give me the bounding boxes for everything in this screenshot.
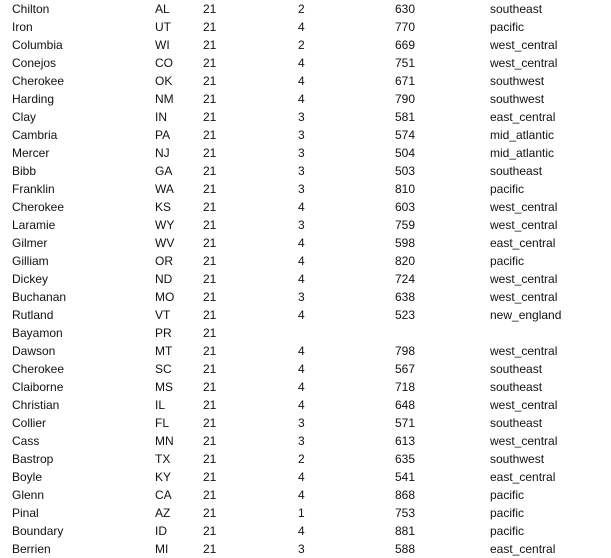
state-cell: OK [155, 74, 173, 88]
region-cell: southwest [490, 452, 545, 466]
table-row [0, 144, 611, 162]
county-cell: Christian [12, 398, 60, 412]
region-cell: pacific [490, 506, 525, 520]
county-cell: Clay [12, 110, 37, 124]
county-cell: Cherokee [12, 200, 65, 214]
county-cell: Gilliam [12, 254, 49, 268]
number-cell: 21 [203, 416, 217, 430]
number-cell: 21 [203, 236, 217, 250]
number-cell: 21 [203, 2, 217, 16]
number-cell: 21 [203, 488, 217, 502]
rank-cell: 4 [298, 362, 305, 376]
county-cell: Claiborne [12, 380, 64, 394]
score-cell: 503 [395, 164, 416, 178]
table-row [0, 288, 611, 306]
number-cell: 21 [203, 146, 217, 160]
score-cell: 588 [395, 542, 416, 556]
county-cell: Bastrop [12, 452, 54, 466]
region-cell: new_england [490, 308, 562, 322]
score-cell: 603 [395, 200, 416, 214]
rank-cell: 4 [298, 524, 305, 538]
county-cell: Laramie [12, 218, 56, 232]
region-cell: west_central [490, 38, 558, 52]
number-cell: 21 [203, 542, 217, 556]
region-cell: west_central [490, 218, 558, 232]
region-cell: east_central [490, 236, 556, 250]
score-cell: 541 [395, 470, 416, 484]
county-cell: Berrien [12, 542, 51, 556]
state-cell: AL [155, 2, 170, 16]
score-cell: 790 [395, 92, 416, 106]
rank-cell: 4 [298, 254, 305, 268]
number-cell: 21 [203, 74, 217, 88]
state-cell: OR [155, 254, 173, 268]
rank-cell: 4 [298, 20, 305, 34]
rank-cell: 3 [298, 218, 305, 232]
state-cell: KY [155, 470, 172, 484]
state-cell: CA [155, 488, 172, 502]
county-cell: Cambria [12, 128, 58, 142]
number-cell: 21 [203, 272, 217, 286]
table-row [0, 486, 611, 504]
county-cell: Conejos [12, 56, 57, 70]
county-cell: Chilton [12, 2, 50, 16]
region-cell: pacific [490, 20, 525, 34]
number-cell: 21 [203, 326, 217, 340]
region-cell: east_central [490, 470, 556, 484]
number-cell: 21 [203, 56, 217, 70]
county-cell: Dawson [12, 344, 56, 358]
state-cell: IL [155, 398, 166, 412]
state-cell: GA [155, 164, 173, 178]
number-cell: 21 [203, 218, 217, 232]
score-cell: 724 [395, 272, 416, 286]
number-cell: 21 [203, 308, 217, 322]
number-cell: 21 [203, 110, 217, 124]
region-cell: east_central [490, 110, 556, 124]
county-cell: Glenn [12, 488, 45, 502]
score-cell: 669 [395, 38, 416, 52]
table-row [0, 126, 611, 144]
rank-cell: 2 [298, 38, 305, 52]
region-cell: west_central [490, 200, 558, 214]
score-cell: 571 [395, 416, 416, 430]
county-cell: Bibb [12, 164, 37, 178]
number-cell: 21 [203, 38, 217, 52]
region-cell: west_central [490, 344, 558, 358]
number-cell: 21 [203, 452, 217, 466]
score-cell: 770 [395, 20, 416, 34]
region-cell: southwest [490, 74, 545, 88]
rank-cell: 1 [298, 506, 305, 520]
state-cell: IN [155, 110, 167, 124]
state-cell: NJ [155, 146, 170, 160]
score-cell: 868 [395, 488, 416, 502]
score-cell: 810 [395, 182, 416, 196]
number-cell: 21 [203, 254, 217, 268]
score-cell: 523 [395, 308, 416, 322]
table-row [0, 414, 611, 432]
state-cell: WV [155, 236, 175, 250]
table-row [0, 468, 611, 486]
state-cell: SC [155, 362, 172, 376]
state-cell: WI [155, 38, 170, 52]
county-cell: Gilmer [12, 236, 48, 250]
number-cell: 21 [203, 434, 217, 448]
county-cell: Buchanan [12, 290, 67, 304]
rank-cell: 4 [298, 74, 305, 88]
rank-cell: 4 [298, 200, 305, 214]
county-cell: Bayamon [12, 326, 63, 340]
region-cell: southwest [490, 92, 545, 106]
number-cell: 21 [203, 470, 217, 484]
number-cell: 21 [203, 164, 217, 178]
table-row [0, 18, 611, 36]
number-cell: 21 [203, 524, 217, 538]
table-row [0, 108, 611, 126]
county-cell: Iron [12, 20, 33, 34]
table-row [0, 342, 611, 360]
state-cell: MT [155, 344, 173, 358]
region-cell: east_central [490, 542, 556, 556]
score-cell: 630 [395, 2, 416, 16]
county-cell: Mercer [12, 146, 50, 160]
state-cell: MS [155, 380, 173, 394]
region-cell: mid_atlantic [490, 128, 555, 142]
table-row [0, 252, 611, 270]
table-row [0, 432, 611, 450]
county-cell: Boyle [12, 470, 43, 484]
county-cell: Harding [12, 92, 55, 106]
table-row [0, 324, 611, 342]
region-cell: west_central [490, 398, 558, 412]
table-row [0, 198, 611, 216]
region-cell: southeast [490, 2, 543, 16]
table-row [0, 270, 611, 288]
region-cell: pacific [490, 524, 525, 538]
region-cell: southeast [490, 380, 543, 394]
state-cell: NM [155, 92, 174, 106]
state-cell: PA [155, 128, 171, 142]
region-cell: pacific [490, 254, 525, 268]
number-cell: 21 [203, 92, 217, 106]
rank-cell: 4 [298, 488, 305, 502]
score-cell: 820 [395, 254, 416, 268]
county-cell: Cherokee [12, 74, 65, 88]
rank-cell: 3 [298, 182, 305, 196]
state-cell: TX [155, 452, 171, 466]
table-row [0, 0, 611, 18]
table-row [0, 306, 611, 324]
rank-cell: 3 [298, 128, 305, 142]
score-cell: 718 [395, 380, 416, 394]
score-cell: 751 [395, 56, 416, 70]
number-cell: 21 [203, 200, 217, 214]
table-row [0, 216, 611, 234]
rank-cell: 4 [298, 398, 305, 412]
score-cell: 598 [395, 236, 416, 250]
table-row [0, 72, 611, 90]
rank-cell: 4 [298, 56, 305, 70]
table-row [0, 378, 611, 396]
state-cell: ID [155, 524, 167, 538]
county-cell: Pinal [12, 506, 39, 520]
region-cell: mid_atlantic [490, 146, 555, 160]
state-cell: KS [155, 200, 172, 214]
table-row [0, 36, 611, 54]
number-cell: 21 [203, 290, 217, 304]
county-cell: Rutland [12, 308, 54, 322]
table-row [0, 450, 611, 468]
score-cell: 635 [395, 452, 416, 466]
state-cell: PR [155, 326, 172, 340]
region-cell: southeast [490, 362, 543, 376]
table-row [0, 360, 611, 378]
region-cell: southeast [490, 416, 543, 430]
rank-cell: 3 [298, 416, 305, 430]
state-cell: CO [155, 56, 173, 70]
state-cell: FL [155, 416, 170, 430]
rank-cell: 3 [298, 146, 305, 160]
county-cell: Collier [12, 416, 47, 430]
county-cell: Columbia [12, 38, 63, 52]
state-cell: MI [155, 542, 169, 556]
state-cell: WY [155, 218, 175, 232]
region-cell: west_central [490, 290, 558, 304]
number-cell: 21 [203, 182, 217, 196]
table-row [0, 522, 611, 540]
rank-cell: 4 [298, 308, 305, 322]
rank-cell: 4 [298, 344, 305, 358]
score-cell: 671 [395, 74, 416, 88]
state-cell: MO [155, 290, 175, 304]
rank-cell: 3 [298, 290, 305, 304]
number-cell: 21 [203, 398, 217, 412]
region-cell: pacific [490, 182, 525, 196]
state-cell: AZ [155, 506, 171, 520]
region-cell: west_central [490, 434, 558, 448]
number-cell: 21 [203, 20, 217, 34]
number-cell: 21 [203, 344, 217, 358]
rank-cell: 4 [298, 236, 305, 250]
county-cell: Cass [12, 434, 40, 448]
rank-cell: 4 [298, 272, 305, 286]
table-row [0, 54, 611, 72]
table-row [0, 396, 611, 414]
rank-cell: 3 [298, 542, 305, 556]
region-cell: west_central [490, 56, 558, 70]
table-row [0, 162, 611, 180]
table-row [0, 180, 611, 198]
county-cell: Franklin [12, 182, 55, 196]
score-cell: 613 [395, 434, 416, 448]
region-cell: southeast [490, 164, 543, 178]
score-cell: 567 [395, 362, 416, 376]
number-cell: 21 [203, 380, 217, 394]
score-cell: 648 [395, 398, 416, 412]
county-cell: Boundary [12, 524, 64, 538]
score-cell: 753 [395, 506, 416, 520]
state-cell: UT [155, 20, 171, 34]
county-cell: Dickey [12, 272, 49, 286]
score-cell: 504 [395, 146, 416, 160]
rank-cell: 2 [298, 2, 305, 16]
number-cell: 21 [203, 506, 217, 520]
rank-cell: 4 [298, 380, 305, 394]
score-cell: 638 [395, 290, 416, 304]
score-cell: 759 [395, 218, 416, 232]
table-row [0, 540, 611, 558]
table-row [0, 504, 611, 522]
rank-cell: 3 [298, 434, 305, 448]
table-row [0, 234, 611, 252]
score-cell: 798 [395, 344, 416, 358]
county-cell: Cherokee [12, 362, 65, 376]
region-cell: pacific [490, 488, 525, 502]
score-cell: 574 [395, 128, 416, 142]
number-cell: 21 [203, 128, 217, 142]
table-row [0, 90, 611, 108]
rank-cell: 3 [298, 164, 305, 178]
region-cell: west_central [490, 272, 558, 286]
score-cell: 581 [395, 110, 416, 124]
score-cell: 881 [395, 524, 416, 538]
state-cell: ND [155, 272, 173, 286]
state-cell: MN [155, 434, 174, 448]
rank-cell: 4 [298, 470, 305, 484]
rank-cell: 3 [298, 110, 305, 124]
rank-cell: 2 [298, 452, 305, 466]
state-cell: WA [155, 182, 174, 196]
number-cell: 21 [203, 362, 217, 376]
state-cell: VT [155, 308, 171, 322]
rank-cell: 4 [298, 92, 305, 106]
